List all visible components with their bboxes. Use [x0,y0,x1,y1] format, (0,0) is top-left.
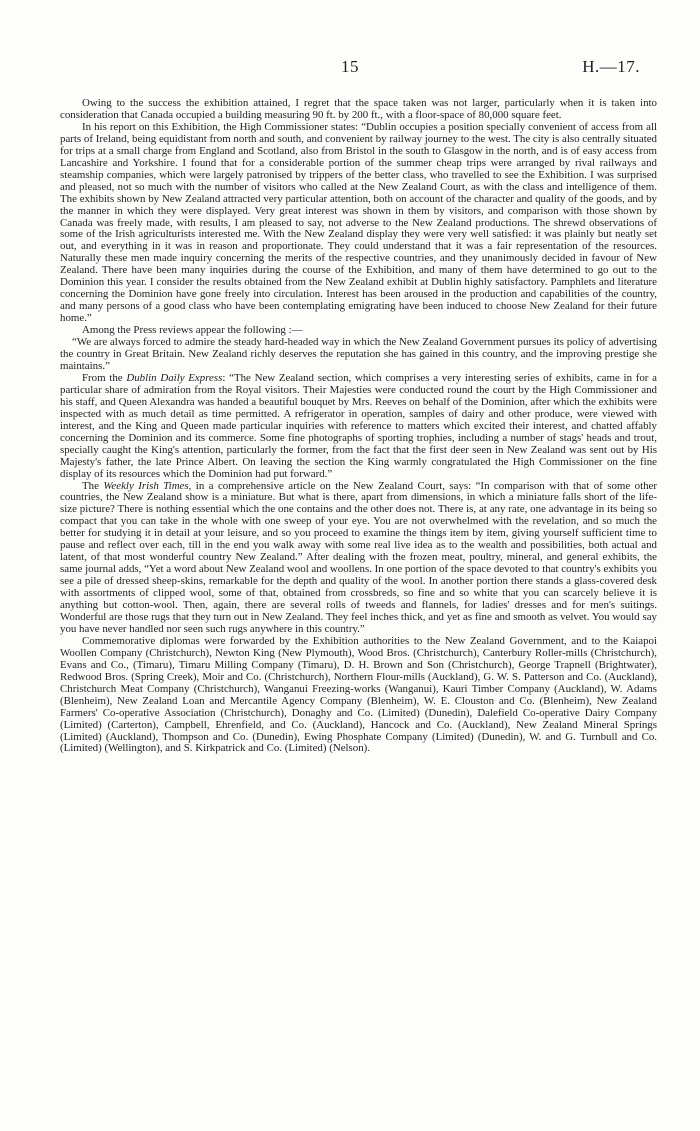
paragraph-text: Among the Press reviews appear the following :— [82,324,303,337]
document-reference: H.—17. [582,57,640,76]
paragraph-weekly-irish-times [60,481,657,636]
paragraph-high-commissioner-report [60,122,657,325]
paragraph-text: “We are always forced to admire the steady hard-headed way in which the New Zealand Government pursues its policy of advertising the country in Great Britain. New Zealand richly deserves the reputation she has gained in this country, and the improving prestige she maintains.” [60,336,657,372]
paragraph-text: In his report on this Exhibition, the High Commissioner states: “Dublin occupies a position specially convenient of access from all parts of Ireland, being equidistant from north and south, and convenient by railway journey to the west. The city is also centrally situated for trips at a small charge from England and Scotland, also from Bristol in the south to Glasgow in the north, and is of easy access from Lancashire and Yorkshire. I found that for a considerable portion of the summer cheap trips were arranged by rival railways and steamship companies, which were largely patronised by trippers of the better class, who travelled to see the Exhibition. I was surprised and pleased, not so much with the number of visitors who called at the New Zealand Court, as with the class and intelligence of them. The exhibits shown by New Zealand attracted very particular attention, both on account of the character and quality of the goods, and by the manner in which they were displayed. Very great interest was shown in them by visitors, and comparison with those shown by Canada was freely made, with results, I am pleased to say, not adverse to the New Zealand productions. The shrewd observations of some of the Irish agriculturists interested me. With the New Zealand display they were very well satisfied: it was plainly but neatly set out, and everything in it was in reason and proportionate. They could understand that it was a fair representation of the resources. Naturally these men made inquiry concerning the merits of the respective countries, and they unanimously decided in favour of New Zealand. There have been many inquiries during the course of the Exhibition, and many of them have determined to go out to the Dominion this year. I consider the results obtained from the New Zealand exhibit at Dublin highly satisfactory. Pamphlets and literature concerning the Dominion have gone freely into circulation. Interest has been aroused in the production and capabilities of the country, and many persons of a good class who have been contemplating emigrating have been induced to choose New Zealand for their future home.” [60,120,657,325]
paragraph-text: Commemorative diplomas were forwarded by the Exhibition authorities to the New Zealand Government, and to the Kaiapoi Woollen Company (Christchurch), Newton King (New Plymouth), Wood Bros. (Christchurch), Canterbury Roller-mills (Christchurch), Evans and Co., (Timaru), Timaru Milling Company (Timaru), D. H. Brown and Son (Christchurch), George Trapnell (Brightwater), Redwood Bros. (Spring Creek), Moir and Co. (Christchurch), Northern Flour-mills (Auckland), G. W. S. Patterson and Co. (Auckland), Christchurch Meat Company (Christchurch), Wanganui Freezing-works (Wanganui), Kauri Timber Company (Auckland), W. Adams (Blenheim), New Zealand Loan and Mercantile Agency Company (Blenheim), W. E. Clouston and Co. (Blenheim), New Zealand Farmers' Co-operative Association (Christchurch), Donaghy and Co. (Limited) (Dunedin), Dalefield Co-operative Dairy Company (Limited) (Carterton), Campbell, Ehrenfield, and Co. (Auckland), Hancock and Co. (Auckland), New Zealand Mineral Springs (Limited) (Auckland), Thompson and Co. (Dunedin), Ewing Phosphate Company (Limited) (Dunedin), W. and G. Turnbull and Co. (Limited) (Wellington), and S. Kirkpatrick and Co. (Limited) (Nelson). [60,634,657,755]
paragraph-lead: The [82,479,104,492]
paragraph-text: , in a comprehensive article on the New Zealand Court, says: “In comparison with that of some other countries, the New Zealand show is a miniature. But what is there, apart from dimensions, in which a miniature falls short of the life-size picture? There is nothing essential which the one contains and the other does not. There is, at any rate, one advantage in its being so compact that you can take in the whole with one sweep of your eye. You are not overwhelmed with the revelation, and so much the better for studying it in detail at your leisure, and so you proceed to examine the things item by item, giving yourself sufficient time to pause and reflect over each, till in the end you walk away with some real live idea as to the wealth and possibilities, both actual and latent, of that most wonderful country New Zealand.” After dealing with the frozen meat, poultry, mineral, and general exhibits, the same journal adds, “Yet a word about New Zealand wool and woollens. In one portion of the space devoted to that country's exhibits you see a pile of dressed sheep-skins, remarkable for the depth and quality of the wool. In another portion there stands a glass-covered desk with assortments of clipped wool, some of that, obtained from crossbreds, so fine and so white that you can scarcely believe it is anything but cotton-wool. Then, again, there are several rolls of tweeds and flannels, for ladies' dresses and for men's suitings. Wonderful are those rugs that they turn out in New Zealand. They feel inches thick, and yet as fine and smooth as velvet. You would say you have never handled nor seen such rugs anywhere in this country.” [60,479,657,635]
paragraph-press-quote [60,337,657,373]
publication-title: Dublin Daily Express [126,371,223,384]
page-number: 15 [341,57,359,76]
paragraph-text: : “The New Zealand section, which comprises a very interesting series of exhibits, came in for a particular share of admiration from the Royal visitors. Their Majesties were conducted round the court by the High Commissioner and his staff, and Queen Alexandra was handed a beautiful bouquet by Mrs. Reeves on behalf of the Dominion, after which the exhibits were inspected with as much detail as time permitted. A refrigerator in operation, samples of dairy and other produce, were viewed with interest, and the King and Queen made particular inquiries with reference to matters which excited their interest, and chatted affably concerning the Dominion and its commerce. Some fine photographs of sporting trophies, including a number of stags' heads and trout, specially caught the King's attention, particularly the former, from the fact that the first deer seen in New Zealand was sent out by His Majesty's father, the late Prince Albert. On leaving the section the King warmly congratulated the High Commissioner on the fine display of its resources which the Dominion had put forward.” [60,371,657,480]
paragraph-text: Owing to the success the exhibition attained, I regret that the space taken was not larger, particularly when it is taken into consideration that Canada occupied a building measuring 90 ft. by 200 ft., with a floor-space of 80,000 square feet. [60,97,657,121]
paragraph-commemorative-diplomas [60,636,657,756]
paragraph-lead: From the [82,371,127,384]
publication-title: Weekly Irish Times [103,479,189,492]
body-text [60,98,657,755]
paragraph-dublin-daily-express [60,373,657,481]
paragraph-exhibition-space [60,98,657,122]
